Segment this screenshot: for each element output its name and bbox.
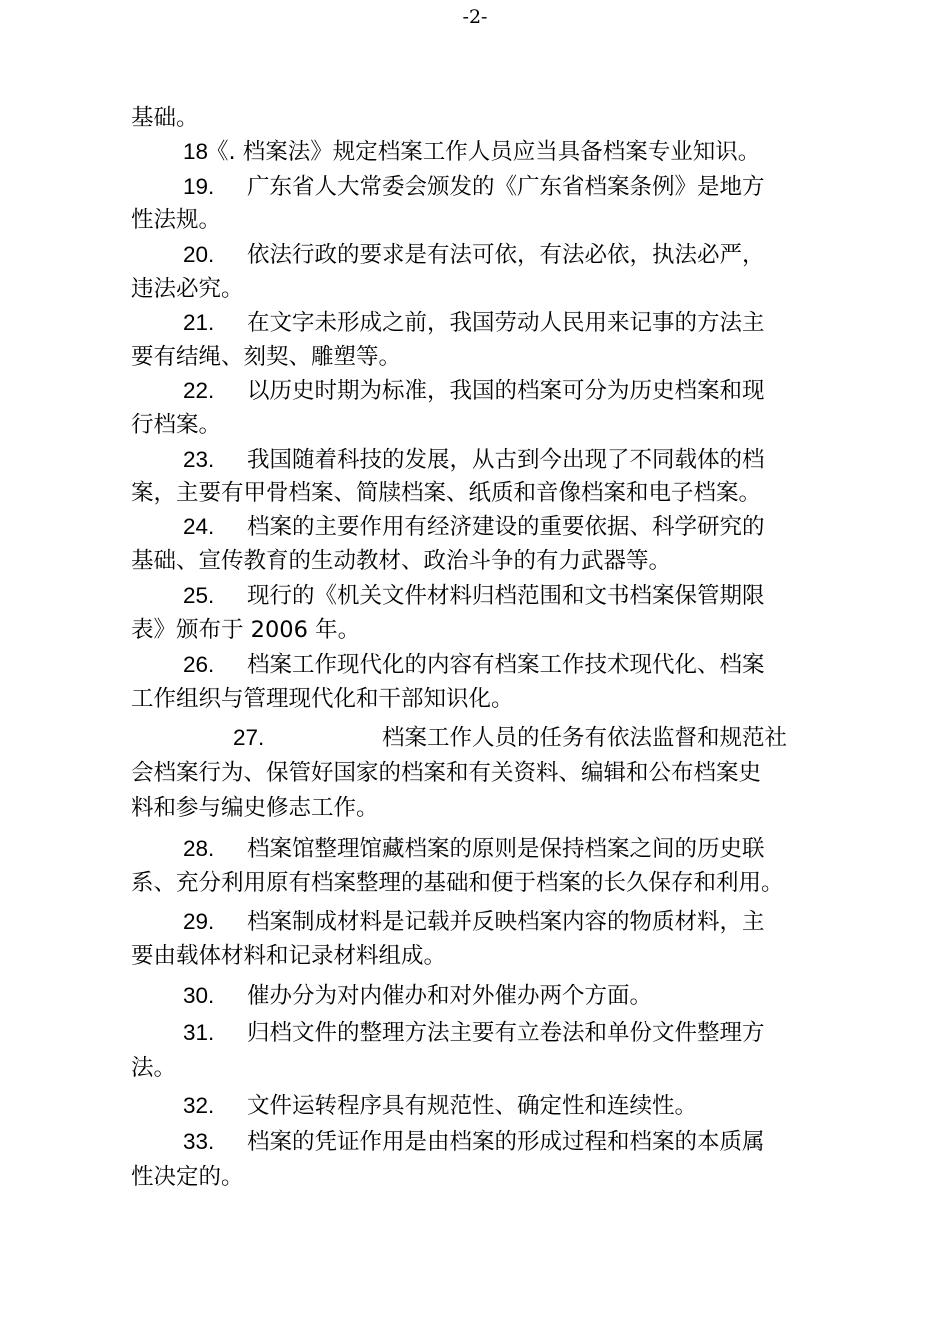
page-number: -2- — [462, 6, 488, 28]
